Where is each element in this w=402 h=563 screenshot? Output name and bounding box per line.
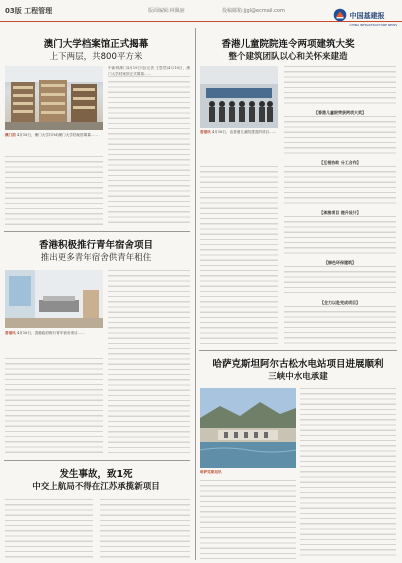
section-subhead: 【互相协助 分工合作】 (319, 160, 361, 165)
logo-mark-icon (333, 8, 347, 22)
divider (4, 231, 190, 232)
youth-housing-body-right (108, 270, 190, 456)
body-block (284, 266, 396, 296)
column-divider (195, 28, 196, 560)
hydropower-station-image (200, 388, 296, 468)
page-header (0, 0, 402, 27)
caption-body: 4月16日，由香港儿童院建造的项目…… (211, 130, 277, 134)
kindergarten-photo (200, 66, 278, 128)
hydropower-body-right (300, 388, 396, 559)
caption-source: 香港讯 (5, 331, 16, 335)
section-subhead: 【绿色环保建筑】 (324, 260, 356, 265)
caption-body: 4月16日，香港政府推行青年宿舍项目…… (16, 331, 85, 335)
editor-credit: 版面编辑:林佩丽 (148, 8, 185, 14)
macau-photo-caption (5, 133, 103, 155)
caption-source: 哈萨克斯坦讯 (200, 470, 222, 474)
body-block (284, 66, 396, 106)
kindergarten-headline[interactable]: 香港儿童院院连令两项建筑大奖 (221, 39, 355, 50)
hydropower-caption (200, 470, 296, 480)
logo-title: 中国基建报 (349, 12, 385, 20)
hydropower-headline[interactable]: 哈萨克斯坦阿尔古松水电站项目进展顺利 (212, 359, 384, 370)
accident-subheadline: 中交上航局不得在江苏承揽新项目 (32, 482, 160, 492)
macau-archives-photo (5, 66, 103, 130)
youth-housing-caption (5, 331, 103, 357)
kindergarten-body-left (200, 166, 278, 346)
caption-body: 4月18日，澳门大学(UM)澳门大学档案馆揭幕…… (16, 133, 98, 137)
award-ceremony-image (200, 66, 278, 128)
section-subhead: 【承接项目 提升设计】 (319, 210, 361, 215)
youth-housing-headline[interactable]: 香港积极推行青年宿舍项目 (38, 240, 153, 251)
youth-housing-body-left (5, 358, 103, 456)
caption-source: 澳门消 (5, 133, 16, 137)
divider (199, 350, 397, 351)
macau-body-lead: 中新网澳门4月19日电(记者 王思然)4月18日，澳门大学档案馆正式揭幕…… (108, 66, 190, 76)
section-subhead: 【全力以赴完成项目】 (320, 300, 360, 305)
macau-body-text-left (5, 156, 103, 226)
accident-body-right (100, 499, 190, 559)
archives-shelves-image (5, 66, 103, 130)
accident-headline[interactable]: 发生事故，致1死 (59, 469, 133, 480)
submission-email[interactable]: 投稿邮箱:jjgl@ecmail.com (222, 8, 285, 14)
youth-housing-photo (5, 270, 103, 328)
apartment-room-image (5, 270, 103, 328)
macau-subheadline: 上下两层，共800平方米 (49, 52, 143, 62)
body-block (284, 116, 396, 156)
macau-body-text-right (108, 76, 190, 226)
body-block (284, 306, 396, 346)
kindergarten-subheadline: 整个建筑团队以心和关怀来建造 (228, 52, 348, 62)
hydropower-subheadline: 三峡中水电承建 (268, 372, 328, 382)
logo-subtitle: CHINA INFRASTRUCTURE NEWS (349, 23, 397, 27)
newspaper-logo (333, 3, 397, 27)
hydropower-photo (200, 388, 296, 468)
divider (4, 460, 190, 461)
caption-source: 香港讯 (200, 130, 211, 134)
hydropower-body-left (200, 480, 296, 559)
macau-headline[interactable]: 澳门大学档案馆正式揭幕 (43, 39, 149, 50)
section-subhead: 【香港儿童院荣获两项大奖】 (314, 110, 366, 115)
kindergarten-caption (200, 130, 278, 164)
body-block (284, 166, 396, 206)
kindergarten-body-right (284, 66, 396, 346)
body-block (284, 216, 396, 256)
section-label: 03版 工程管理 (5, 7, 53, 15)
youth-housing-subheadline: 推出更多青年宿舍供青年租住 (40, 253, 152, 263)
accident-body-left (5, 499, 93, 559)
